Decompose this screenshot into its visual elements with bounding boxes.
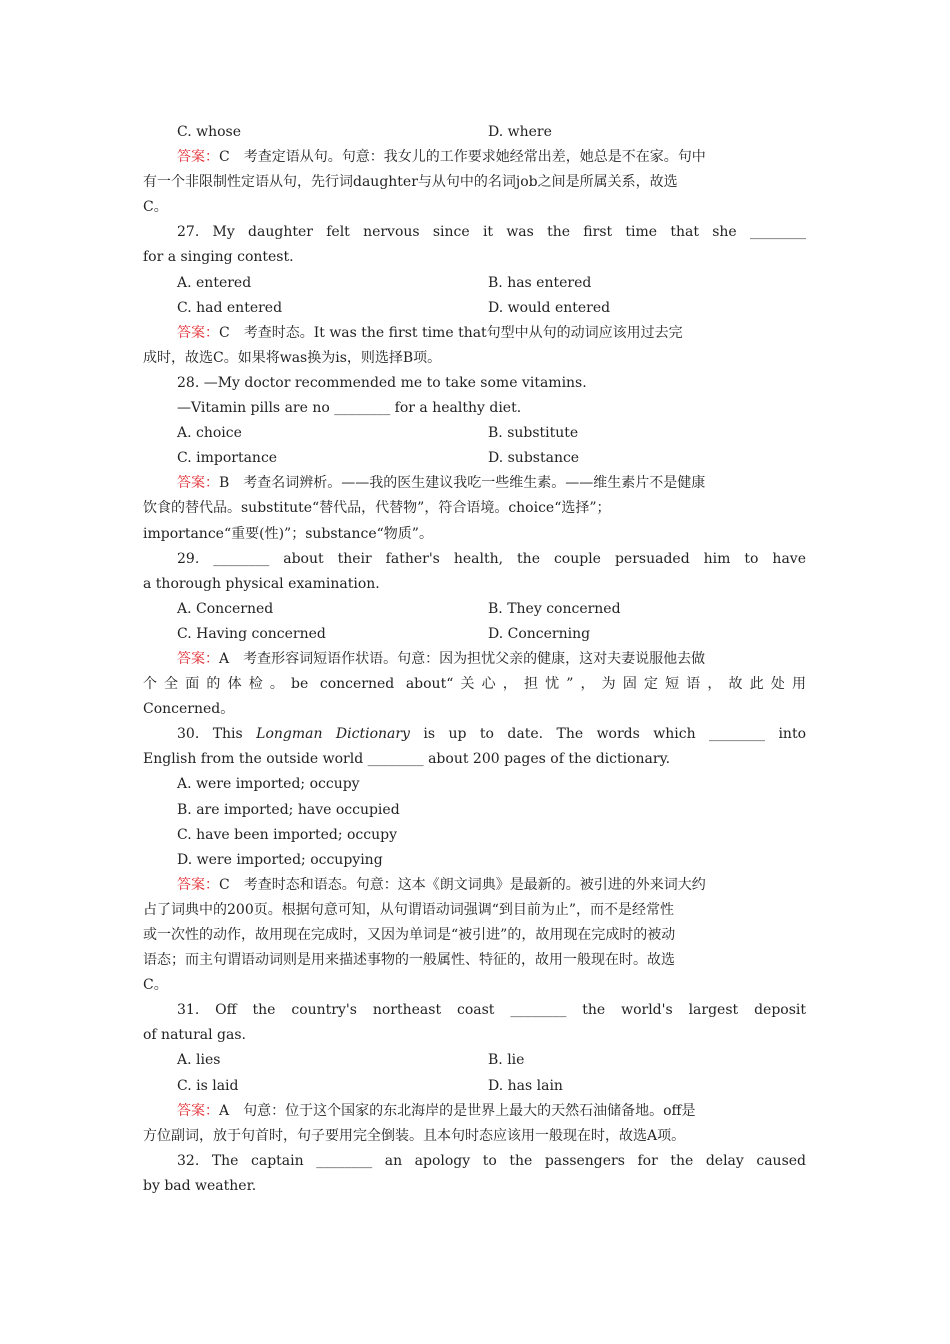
q28-answer-line-1: 答案：B 考查名词辨析。——我的医生建议我吃一些维生素。——维生素片不是健康: [177, 475, 706, 492]
q28-options-ab: [143, 421, 806, 446]
q27-options-cd: [143, 296, 806, 321]
q30-option-c: C. have been imported; occupy: [177, 826, 397, 843]
q30-answer-line-1: 答案：C 考查时态和语态。句意：这本《朗文词典》是最新的。被引进的外来词大约: [177, 876, 706, 893]
q31-answer-line-1: 答案：A 句意：位于这个国家的东北海岸的是世界上最大的天然石油储备地。off是: [177, 1102, 696, 1119]
q29-option-c: C. Having concerned: [177, 625, 326, 642]
q28-option-c: C. importance: [177, 450, 278, 467]
q30-option-b: B. are imported; have occupied: [177, 801, 400, 818]
q32-stem-line-1: 32. The captain ________ an apology to the passengers for the delay caused: [177, 1152, 806, 1169]
q27-stem-line-2: for a singing contest.: [143, 249, 294, 266]
q31-option-c: C. is laid: [177, 1077, 239, 1094]
q27-option-a: A. entered: [177, 274, 252, 291]
q30-answer-line-5: C。: [143, 977, 168, 994]
answer-label: 答案：: [177, 650, 219, 667]
q27-option-c: C. had entered: [177, 299, 283, 316]
q31-stem-line-2: of natural gas.: [143, 1027, 246, 1044]
answer-label: 答案：: [177, 876, 219, 893]
answer-label: 答案：: [177, 1102, 219, 1119]
q28-stem-line-1: 28. —My doctor recommended me to take some vitamins.: [177, 374, 587, 391]
q30-option-a: A. were imported; occupy: [177, 776, 360, 793]
q29-answer-line-3: Concerned。: [143, 701, 235, 718]
q31-option-a: A. lies: [177, 1052, 221, 1069]
q26-answer-line-2: 有一个非限制性定语从句，先行词daughter与从句中的名词job之间是所属关系，故选: [143, 174, 678, 191]
answer-label: 答案：: [177, 475, 219, 492]
q28-option-d: D. substance: [488, 450, 580, 467]
worksheet-page: [143, 120, 806, 1199]
q28-options-cd: [143, 446, 806, 471]
q31-options-ab: [143, 1048, 806, 1073]
q28-option-b: B. substitute: [488, 425, 579, 442]
q26-answer-line-3: C。: [143, 199, 168, 216]
q27-option-b: B. has entered: [488, 274, 592, 291]
q29-answer-line-1: 答案：A 考查形容词短语作状语。句意：因为担忧父亲的健康，这对夫妻说服他去做: [177, 650, 706, 667]
answer-label: 答案：: [177, 149, 219, 166]
q29-option-d: D. Concerning: [488, 625, 591, 642]
q28-stem-line-2: —Vitamin pills are no ________ for a healthy diet.: [177, 400, 522, 417]
q30-answer-line-3: 或一次性的动作，故用现在完成时，又因为单词是“被引进”的，故用现在完成时的被动: [143, 927, 676, 943]
q27-answer-line-2: 成时，故选C。如果将was换为is，则选择B项。: [143, 349, 442, 366]
q27-option-d: D. would entered: [488, 299, 611, 316]
q28-option-a: A. choice: [177, 425, 242, 442]
dictionary-title: Longman Dictionary: [256, 726, 410, 743]
q30-answer-line-2: 占了词典中的200页。根据句意可知，从句谓语动词强调“到目前为止”，而不是经常性: [143, 901, 675, 918]
q31-option-d: D. has lain: [488, 1077, 563, 1094]
q29-option-b: B. They concerned: [488, 600, 621, 617]
q28-answer-line-2: 饮食的替代品。substitute“替代品，代替物”，符合语境。choice“选择”；: [143, 500, 611, 517]
q30-stem-line-1: 30. This Longman Dictionary is up to date. The words which ________ into: [177, 726, 806, 743]
q29-option-a: A. Concerned: [177, 600, 274, 617]
q30-answer-line-4: 语态；而主句谓语动词则是用来描述事物的一般属性、特征的，故用一般现在时。故选: [143, 952, 675, 969]
q29-options-cd: [143, 622, 806, 647]
q29-stem-line-1: 29. ________ about their father's health, the couple persuaded him to have: [177, 550, 806, 567]
q27-answer-line-1: 答案：C 考查时态。It was the first time that句型中从句的动词应该用过去完: [177, 324, 683, 341]
q30-stem-line-2: English from the outside world ________ about 200 pages of the dictionary.: [143, 751, 671, 768]
q26-option-d: D. where: [488, 124, 552, 140]
q31-options-cd: [143, 1074, 806, 1099]
q31-option-b: B. lie: [488, 1052, 525, 1069]
q27-stem-line-1: 27. My daughter felt nervous since it was the first time that she ________: [177, 224, 806, 241]
q32-stem-line-2: by bad weather.: [143, 1177, 257, 1194]
q26-answer-line-1: 答案：C 考查定语从句。句意：我女儿的工作要求她经常出差，她总是不在家。句中: [177, 149, 706, 166]
q26-options-cd: [143, 120, 806, 145]
answer-label: 答案：: [177, 324, 219, 341]
q30-option-d: D. were imported; occupying: [177, 851, 383, 868]
q28-answer-line-3: importance“重要(性)”；substance“物质”。: [143, 525, 433, 542]
q29-options-ab: [143, 597, 806, 622]
q27-options-ab: [143, 271, 806, 296]
q31-stem-line-1: 31. Off the country's northeast coast ________ the world's largest deposit: [177, 1002, 806, 1019]
q29-answer-line-2: 个全面的体检。be concerned about“关心，担忧”，为固定短语，故此处用: [143, 676, 806, 693]
q29-stem-line-2: a thorough physical examination.: [143, 575, 380, 592]
q31-answer-line-2: 方位副词，放于句首时，句子要用完全倒装。且本句时态应该用一般现在时，故选A项。: [143, 1127, 686, 1144]
q26-option-c: C. whose: [177, 124, 242, 140]
